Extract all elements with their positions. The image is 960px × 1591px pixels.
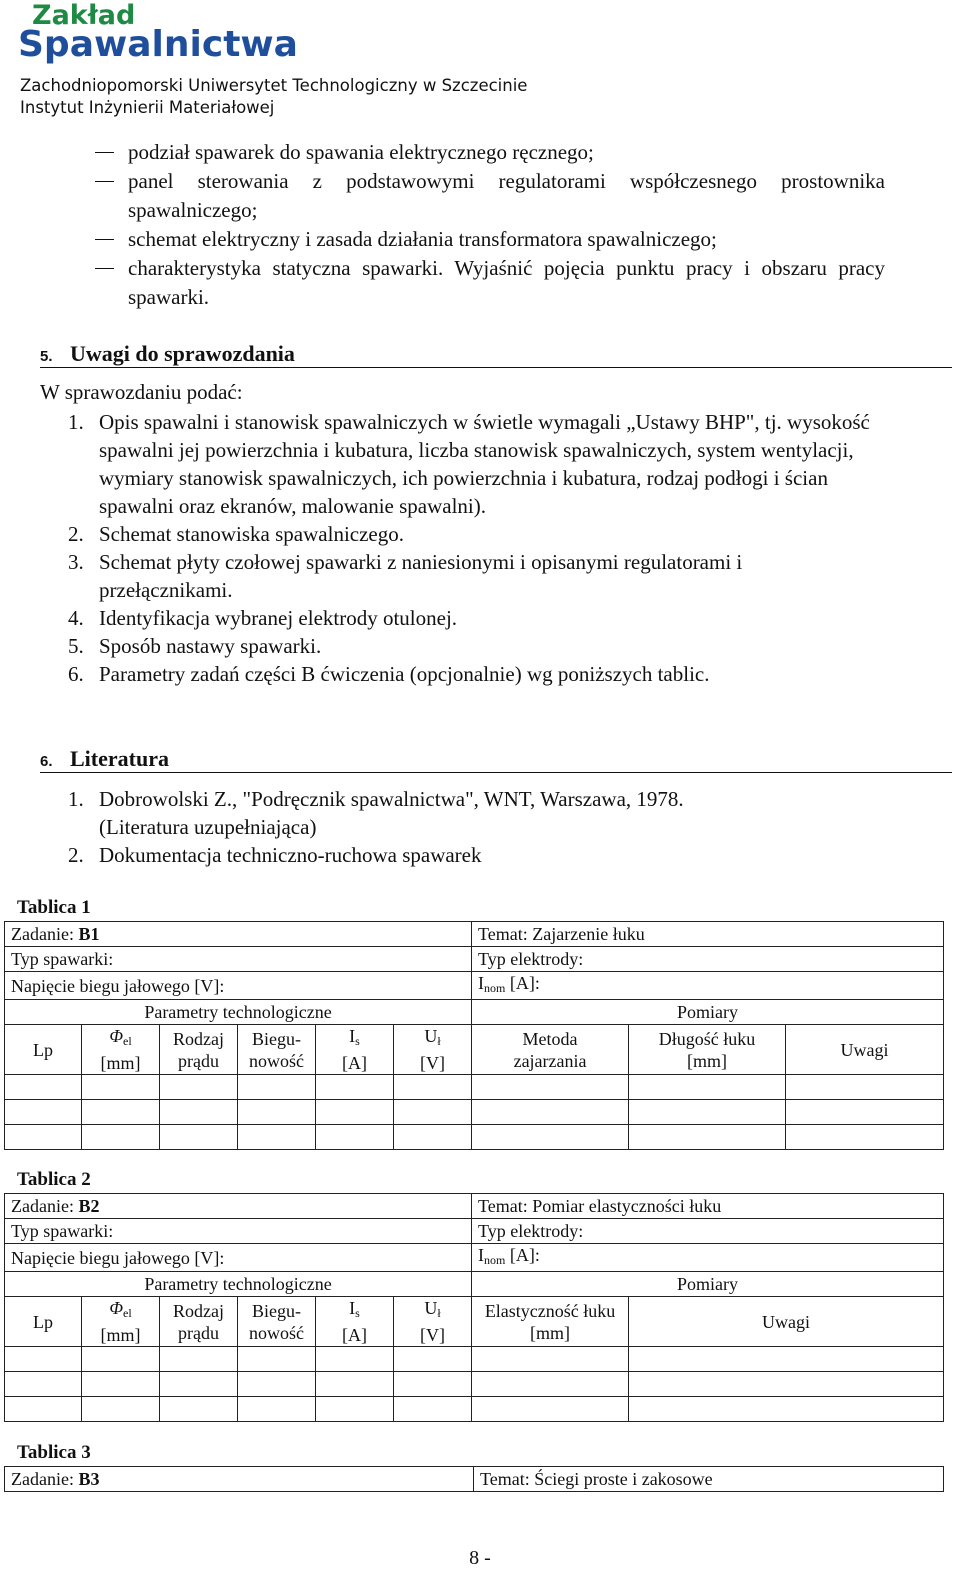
table-label: Tablica 2 <box>17 1169 91 1190</box>
list-item <box>68 813 878 841</box>
list-number: 6. <box>68 662 84 686</box>
is-symbol: I <box>349 1298 356 1318</box>
temat-cell: Temat: Pomiar elastyczności łuku <box>472 1194 944 1219</box>
ul-subscript: ł <box>437 1034 441 1048</box>
phi-unit: [mm] <box>100 1325 141 1345</box>
phi-header <box>82 1025 160 1075</box>
section-intro: W sprawozdaniu podać: <box>40 380 243 404</box>
zadanie-label: Zadanie: <box>11 1469 79 1489</box>
rodzaj-line2: prądu <box>178 1322 219 1343</box>
table-label: Tablica 3 <box>17 1442 91 1463</box>
metoda-header <box>472 1025 629 1075</box>
section-number: 5. <box>40 348 53 365</box>
ul-symbol: U <box>424 1298 438 1318</box>
zadanie-code: B3 <box>78 1469 100 1489</box>
table-label: Tablica 1 <box>17 897 91 918</box>
list-text: Opis spawalni i stanowisk spawalniczych w świetle wymagali „Ustawy BHP", tj. wysokość spawalni jej powierzchnia i kubatura, liczba stanowisk spawalniczych, system wentylacji, wymiary stanowisk spawalniczych, ich powierzchnia i kubatura, rodzaj podłogi i ścian spawalni oraz ekranów, malowanie spawalni). <box>99 410 870 518</box>
biegunowosc-header <box>238 1025 316 1075</box>
inom-subscript: nom <box>484 1253 506 1267</box>
inom-unit: [A]: <box>505 973 540 993</box>
table-row <box>5 1347 944 1372</box>
inom-unit: [A]: <box>505 1245 540 1265</box>
inom-subscript: nom <box>484 981 506 995</box>
list-item <box>68 548 878 604</box>
is-unit: [A] <box>342 1053 367 1073</box>
biegu-line2: nowość <box>249 1050 304 1071</box>
section-title: Uwagi do sprawozdania <box>70 341 295 366</box>
logo-line1: Zakład <box>32 0 136 31</box>
phi-subscript: el <box>123 1306 132 1320</box>
metoda-line1: Metoda <box>522 1028 578 1049</box>
rodzaj-line2: prądu <box>178 1050 219 1071</box>
list-text: Dokumentacja techniczno-ruchowa spawarek <box>99 843 482 867</box>
dash-item: schemat elektryczny i zasada działania transformatora spawalniczego; <box>95 225 885 254</box>
list-text: Parametry zadań części B ćwiczenia (opcjonalnie) wg poniższych tablic. <box>99 662 710 686</box>
phi-subscript: el <box>123 1034 132 1048</box>
lp-header: Lp <box>5 1025 82 1075</box>
dlugosc-line2: [mm] <box>687 1050 728 1071</box>
report-list <box>68 408 878 688</box>
ul-subscript: ł <box>437 1306 441 1320</box>
rodzaj-header <box>160 1297 238 1347</box>
list-item <box>68 660 878 688</box>
typ-elektrody-cell: Typ elektrody: <box>472 947 944 972</box>
temat-cell: Temat: Ściegi proste i zakosowe <box>474 1467 944 1492</box>
pomiary-header: Pomiary <box>472 1000 944 1025</box>
list-item <box>68 632 878 660</box>
list-number: 4. <box>68 606 84 630</box>
logo-line2: Spawalnictwa <box>18 24 298 65</box>
param-tech-header: Parametry technologiczne <box>5 1000 472 1025</box>
is-unit: [A] <box>342 1325 367 1345</box>
typ-elektrody-cell: Typ elektrody: <box>472 1219 944 1244</box>
uwagi-header: Uwagi <box>786 1025 944 1075</box>
list-item <box>68 520 878 548</box>
zadanie-label: Zadanie: <box>11 1196 79 1216</box>
phi-symbol: Φ <box>109 1298 124 1318</box>
ul-unit: [V] <box>420 1325 446 1345</box>
zadanie-cell <box>5 1194 472 1219</box>
zadanie-label: Zadanie: <box>11 924 79 944</box>
university-name: Zachodniopomorski Uniwersytet Technologiczny w Szczecinie <box>20 76 528 95</box>
literature-list <box>68 785 878 869</box>
list-number: 3. <box>68 550 84 574</box>
list-item <box>68 408 878 520</box>
section-title: Literatura <box>70 746 169 771</box>
inom-cell <box>472 972 944 1000</box>
list-text: Identyfikacja wybranej elektrody otulonej. <box>99 606 458 630</box>
list-text: (Literatura uzupełniająca) <box>99 815 317 839</box>
table-row <box>5 1075 944 1100</box>
table-3 <box>4 1466 944 1492</box>
dlugosc-header <box>629 1025 786 1075</box>
typ-spawarki-cell: Typ spawarki: <box>5 1219 472 1244</box>
biegunowosc-header <box>238 1297 316 1347</box>
biegu-line2: nowość <box>249 1322 304 1343</box>
list-text: Schemat stanowiska spawalniczego. <box>99 522 404 546</box>
table-1 <box>4 921 944 1150</box>
is-subscript: s <box>355 1034 360 1048</box>
zadanie-cell <box>5 1467 474 1492</box>
list-text: Dobrowolski Z., "Podręcznik spawalnictwa", WNT, Warszawa, 1978. <box>99 787 684 811</box>
list-text: Sposób nastawy spawarki. <box>99 634 322 658</box>
table-2 <box>4 1193 944 1422</box>
list-number: 1. <box>68 787 84 811</box>
list-number: 5. <box>68 634 84 658</box>
list-item <box>68 604 878 632</box>
ul-symbol: U <box>424 1026 438 1046</box>
uwagi-header: Uwagi <box>629 1297 944 1347</box>
elast-line2: [mm] <box>530 1322 571 1343</box>
rodzaj-line1: Rodzaj <box>173 1028 224 1049</box>
ul-header <box>394 1025 472 1075</box>
list-item <box>68 785 878 813</box>
zadanie-code: B2 <box>78 1196 100 1216</box>
phi-unit: [mm] <box>100 1053 141 1073</box>
typ-spawarki-cell: Typ spawarki: <box>5 947 472 972</box>
is-symbol: I <box>349 1026 356 1046</box>
biegu-line1: Biegu- <box>252 1028 301 1049</box>
ul-header <box>394 1297 472 1347</box>
list-item <box>68 841 878 869</box>
elastycznosc-header <box>472 1297 629 1347</box>
napiecie-cell: Napięcie biegu jałowego [V]: <box>5 1244 472 1272</box>
dlugosc-line1: Długość łuku <box>658 1028 756 1049</box>
list-number: 2. <box>68 843 84 867</box>
napiecie-cell: Napięcie biegu jałowego [V]: <box>5 972 472 1000</box>
inom-symbol: I <box>478 973 485 993</box>
dash-item: podział spawarek do spawania elektrycznego ręcznego; <box>95 138 885 167</box>
zadanie-cell <box>5 922 472 947</box>
table-row <box>5 1100 944 1125</box>
pomiary-header: Pomiary <box>472 1272 944 1297</box>
section-heading <box>40 745 952 773</box>
table-row <box>5 1372 944 1397</box>
phi-symbol: Φ <box>109 1026 124 1046</box>
inom-cell <box>472 1244 944 1272</box>
table-row <box>5 1125 944 1150</box>
biegu-line1: Biegu- <box>252 1300 301 1321</box>
ul-unit: [V] <box>420 1053 446 1073</box>
metoda-line2: zajarzania <box>513 1050 587 1071</box>
is-header <box>316 1025 394 1075</box>
temat-cell: Temat: Zajarzenie łuku <box>472 922 944 947</box>
zadanie-code: B1 <box>78 924 100 944</box>
phi-header <box>82 1297 160 1347</box>
lp-header: Lp <box>5 1297 82 1347</box>
is-header <box>316 1297 394 1347</box>
param-tech-header: Parametry technologiczne <box>5 1272 472 1297</box>
section-heading <box>40 340 952 368</box>
dash-item: charakterystyka statyczna spawarki. Wyjaśnić pojęcia punktu pracy i obszaru pracy spawarki. <box>95 254 885 312</box>
institute-name: Instytut Inżynierii Materiałowej <box>20 98 275 117</box>
table-row <box>5 1397 944 1422</box>
rodzaj-line1: Rodzaj <box>173 1300 224 1321</box>
dash-item: panel sterowania z podstawowymi regulatorami współczesnego prostownika spawalniczego; <box>95 167 885 225</box>
list-text: Schemat płyty czołowej spawarki z naniesionymi i opisanymi regulatorami i przełącznikami. <box>99 550 743 602</box>
is-subscript: s <box>355 1306 360 1320</box>
inom-symbol: I <box>478 1245 485 1265</box>
elast-line1: Elastyczność łuku <box>484 1300 616 1321</box>
page-number: 8 - <box>469 1547 491 1569</box>
rodzaj-header <box>160 1025 238 1075</box>
list-number: 2. <box>68 522 84 546</box>
list-number: 1. <box>68 410 84 434</box>
section-number: 6. <box>40 753 53 770</box>
dash-list <box>95 138 885 312</box>
